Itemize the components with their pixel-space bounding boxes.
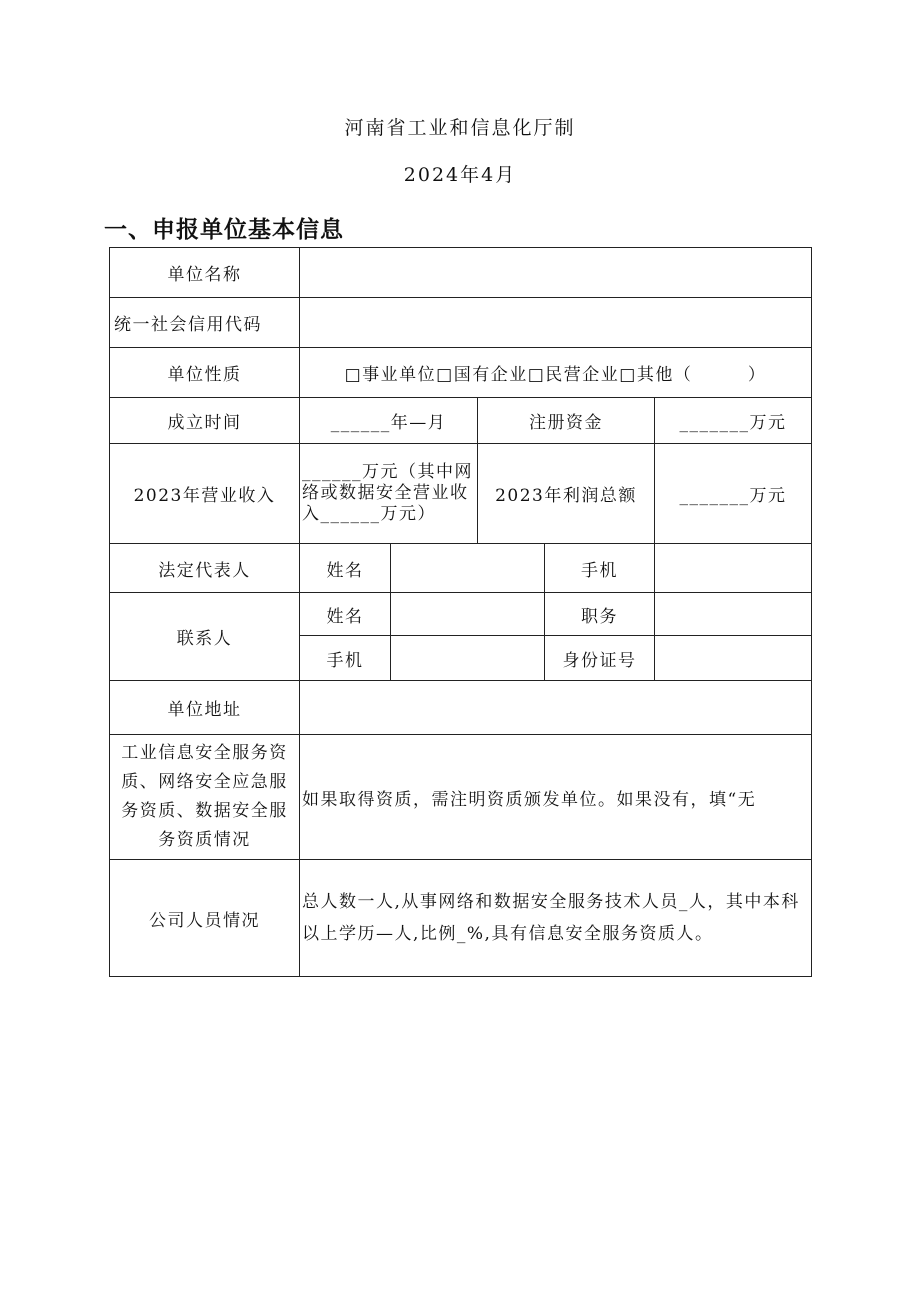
contact-label: 联系人 xyxy=(110,593,300,681)
table-row xyxy=(110,593,812,636)
table-row xyxy=(110,860,812,977)
contact-name-label: 姓名 xyxy=(300,593,391,636)
table-row xyxy=(110,735,812,860)
contact-id-field[interactable] xyxy=(655,636,812,681)
basic-info-table xyxy=(109,247,812,977)
table-row xyxy=(110,298,812,348)
unit-nature-options[interactable]: □事业单位□国有企业□民营企业□其他（ ） xyxy=(300,348,812,398)
staff-field[interactable]: 总人数一人,从事网络和数据安全服务技术人员_人，其中本科以上学历—人,比例_%,具有信息安全服务资质人。 xyxy=(300,860,812,977)
founded-label: 成立时间 xyxy=(110,398,300,444)
contact-position-label: 职务 xyxy=(545,593,655,636)
table-row xyxy=(110,681,812,735)
staff-label: 公司人员情况 xyxy=(110,860,300,977)
registered-capital-field[interactable]: _______万元 xyxy=(655,398,812,444)
table-row xyxy=(110,398,812,444)
table-row xyxy=(110,248,812,298)
qualification-field[interactable]: 如果取得资质，需注明资质颁发单位。如果没有，填“无 xyxy=(300,735,812,860)
table-row xyxy=(110,444,812,544)
registered-capital-label: 注册资金 xyxy=(478,398,655,444)
table-row xyxy=(110,348,812,398)
revenue-field[interactable]: ______万元（其中网络或数据安全营业收入______万元） xyxy=(300,444,478,544)
contact-name-field[interactable] xyxy=(391,593,545,636)
unit-name-label: 单位名称 xyxy=(110,248,300,298)
legal-rep-mobile-field[interactable] xyxy=(655,544,812,593)
contact-id-label: 身份证号 xyxy=(545,636,655,681)
profit-label: 2023年利润总额 xyxy=(478,444,655,544)
qualification-label: 工业信息安全服务资质、网络安全应急服务资质、数据安全服务资质情况 xyxy=(110,735,300,860)
legal-rep-name-label: 姓名 xyxy=(300,544,391,593)
legal-rep-mobile-label: 手机 xyxy=(545,544,655,593)
section-title-basic-info: 一、申报单位基本信息 xyxy=(104,217,344,243)
profit-field[interactable]: _______万元 xyxy=(655,444,812,544)
table-row xyxy=(110,544,812,593)
address-label: 单位地址 xyxy=(110,681,300,735)
credit-code-field[interactable] xyxy=(300,298,812,348)
unit-nature-label: 单位性质 xyxy=(110,348,300,398)
contact-mobile-field[interactable] xyxy=(391,636,545,681)
credit-code-label: 统一社会信用代码 xyxy=(110,298,300,348)
revenue-label: 2023年营业收入 xyxy=(110,444,300,544)
legal-rep-name-field[interactable] xyxy=(391,544,545,593)
contact-position-field[interactable] xyxy=(655,593,812,636)
founded-field[interactable]: ______年—月 xyxy=(300,398,478,444)
contact-mobile-label: 手机 xyxy=(300,636,391,681)
issuer-line: 河南省工业和信息化厅制 xyxy=(344,117,576,139)
unit-name-field[interactable] xyxy=(300,248,812,298)
address-field[interactable] xyxy=(300,681,812,735)
legal-rep-label: 法定代表人 xyxy=(110,544,300,593)
issue-date: 2024年4月 xyxy=(403,164,517,186)
